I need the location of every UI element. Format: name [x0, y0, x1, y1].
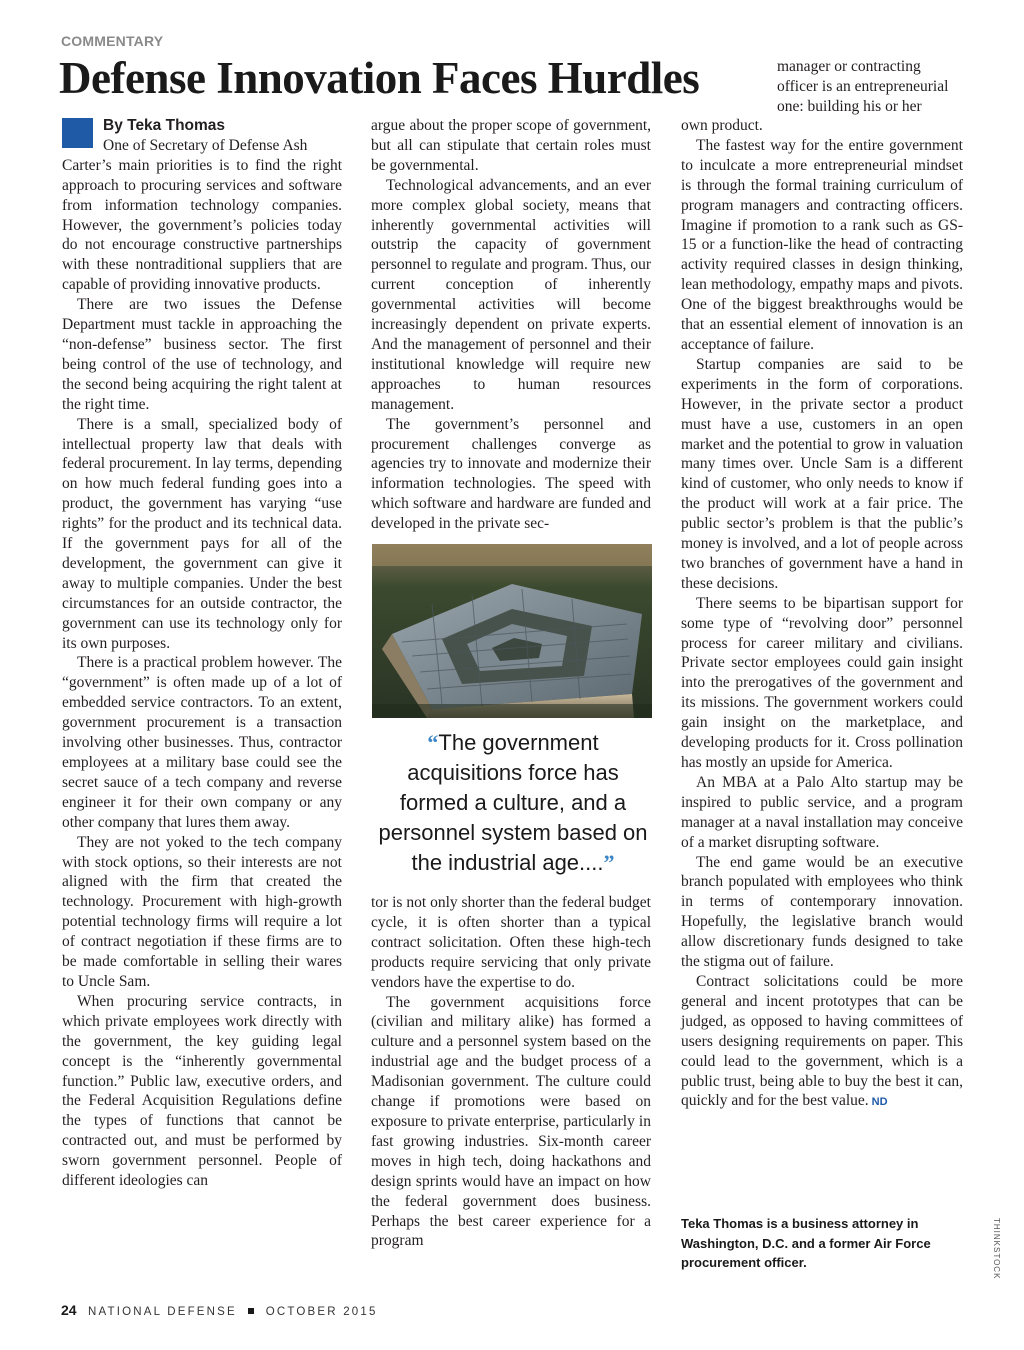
pull-quote	[375, 728, 651, 878]
paragraph-text: Contract solicitations could be more general and incent prototypes that can be judged, as opposed to having committees of users designing requirements on paper. This could lead to the government, which is a public trust, being able to buy the best it can, quickly and for the best value.	[681, 972, 963, 1110]
paragraph: An MBA at a Palo Alto startup may be inspired to public service, and a program manager at a naval installation may conceive of a market disrupting software.	[681, 773, 963, 851]
issue-date: OCTOBER 2015	[265, 1306, 378, 1318]
byline: By Teka Thomas	[103, 117, 226, 134]
column-2-lower	[371, 893, 651, 1251]
paragraph: tor is not only shorter than the federal budget cycle, it is often shorter than a typical contract solicitation. Often these high-tech products require servicing that only private vendors have the expertise to do.	[371, 894, 651, 991]
paragraph: The government acquisitions force (civilian and military alike) has formed a culture and a personnel system based on the industrial age and the budget process of a Madisonian government. The culture could change if promotions were based on exposure to private enterprise, particularly in fast growing industries. Six-month career moves in high tech, doing hackathons and design sprints would have an impact on how the federal government does business. Perhaps the best career experience for a program	[371, 993, 651, 1250]
column-2-upper	[371, 116, 651, 534]
paragraph-final	[681, 972, 963, 1113]
byline-paragraph	[62, 116, 342, 295]
page-footer	[61, 1302, 378, 1318]
author-bio: Teka Thomas is a business attorney in Washington, D.C. and a former Air Force procurement officer.	[681, 1216, 931, 1270]
pentagon-aerial-photo	[372, 544, 652, 718]
paragraph: manager or contracting officer is an entrepreneurial one: building his or her	[777, 58, 949, 115]
paragraph: own product.	[681, 117, 763, 134]
paragraph: There is a practical problem however. The “government” is often made up of a lot of embedded service contractors. To an extent, government procurement is a transaction involving other businesses. Thus, contractor employees at a military base could see the secret sauce of a tech company and reverse engineer it for their own company or any other company that lures them away.	[62, 654, 342, 831]
paragraph: Technological advancements, and an ever more complex global society, means that inherently governmental activities will outstrip the capacity of government personnel to regulate and program. Thus, our current conception of inherently governmental activities will become increasingly dependent on private experts. And the management of personnel and their institutional knowledge will require new approaches to human resources management.	[371, 176, 651, 413]
open-quote-mark: “	[427, 730, 439, 755]
paragraph: argue about the proper scope of government, but all can stipulate that certain roles must be governmental.	[371, 117, 651, 174]
paragraph-first-line: One of Secretary of Defense Ash	[103, 136, 308, 154]
close-quote-mark: ”	[603, 850, 615, 875]
column-3	[681, 116, 963, 1113]
paragraph: There seems to be bipartisan support for some type of “revolving door” personnel process for career military and civilians. Private sector employees could gain insight into the prerogatives of the government and its missions. The government workers could gain insight on the marketplace, and developing products for it. Cross pollination has mostly an upside for America.	[681, 594, 963, 771]
separator-square-icon	[248, 1308, 254, 1314]
paragraph: The fastest way for the entire government to inculcate a more entrepreneurial mindset is through the formal training curriculum of program managers and contracting officers. Imagine if promotion to a rank such as GS-15 or a function-like the head of contracting activity required classes in design thinking, lean methodology, empathy maps and pivots. One of the biggest breakthroughs would be that an essential element of innovation is an acceptance of failure.	[681, 136, 963, 353]
headline: Defense Innovation Faces Hurdles	[59, 53, 700, 103]
publication-name: NATIONAL DEFENSE	[87, 1306, 237, 1318]
paragraph: The end game would be an executive branch populated with employees who think in terms of contemporary innovation. Hopefully, the legislative branch would allow discretionary funds designed to take the stigma out of failure.	[681, 853, 963, 971]
paragraph: When procuring service contracts, in which private employees work directly with the government, the key guiding legal concept is the “inherently governmental function.” Public law, executive orders, and the Federal Acquisition Regulations define the types of functions that cannot be contracted out, and must be performed by sworn government personnel. People of different ideologies can	[62, 992, 342, 1190]
column-1	[62, 116, 342, 1191]
paragraph: There are two issues the Defense Department must tackle in approaching the “non-defense” business sector. The first being control of the use of technology, and the second being acquiring the right talent at the right time.	[62, 296, 342, 413]
paragraph: Startup companies are said to be experiments in the form of corporations. However, in the private sector a product must have a use, customers in an open market and the potential to grow in valuation many times over. Uncle Sam is a different kind of customer, who only needs to know if the product will work at a fair price. The public sector’s problem is that the public’s money is involved, and a lot of people across two branches of government have a hand in these decisions.	[681, 355, 963, 592]
paragraph: They are not yoked to the tech company with stock options, so their interests are not aligned with the firm that created the technology. Procurement with high-growth potential technology firms will require a lot of contract negotiation if these firms are to be made comfortable in selling their wares to Uncle Sam.	[62, 833, 342, 990]
page-number: 24	[61, 1302, 77, 1318]
end-mark: ND	[871, 1096, 888, 1109]
photo-credit: THINKSTOCK	[992, 1218, 1001, 1280]
pull-quote-text: The government acquisitions force has formed a culture, and a personnel system based on the industrial age....	[378, 730, 648, 875]
column-3-top	[777, 57, 961, 117]
section-label: COMMENTARY	[61, 33, 164, 49]
paragraph: There is a small, specialized body of intellectual property law that deals with federal procurement. In lay terms, depending on how much federal funding goes into a product, the government has varying “use rights” for the product and its technical data. If the government pays for all of the development, the government can give it away to multiple companies. Under the best circumstances for an outside contractor, the government can use its technology only for its own purposes.	[62, 415, 342, 652]
paragraph: The government’s personnel and procurement challenges converge as agencies try to innovate and modernize their information technologies. The speed with which software and hardware are funded and developed in the private sec-	[371, 415, 651, 533]
paragraph-rest: Carter’s main priorities is to find the right approach to procuring services and software from information technology companies. However, the government’s policies today do not encourage constructive partnerships with these nontraditional suppliers that are capable of providing innovative products.	[62, 156, 342, 294]
